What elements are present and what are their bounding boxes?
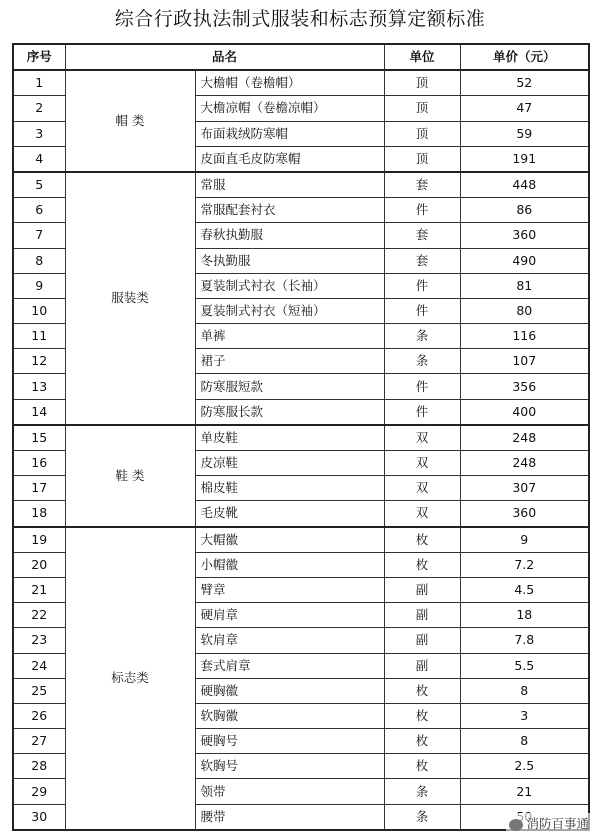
cell-no: 11 (13, 324, 65, 349)
cell-no: 24 (13, 653, 65, 678)
table-header-row (13, 44, 589, 70)
cell-unit: 枚 (384, 729, 460, 754)
cell-no: 6 (13, 198, 65, 223)
cell-price: 59 (460, 121, 589, 146)
cell-price: 7.2 (460, 552, 589, 577)
cell-no: 14 (13, 399, 65, 425)
cell-price: 21 (460, 779, 589, 804)
cell-unit: 副 (384, 577, 460, 602)
cell-unit: 条 (384, 779, 460, 804)
cell-price: 107 (460, 349, 589, 374)
cell-name: 软胸徽 (195, 703, 384, 728)
cell-unit: 件 (384, 298, 460, 323)
cell-unit: 顶 (384, 146, 460, 172)
header-name: 品名 (65, 44, 384, 70)
cell-price: 18 (460, 603, 589, 628)
cell-category: 标志类 (65, 527, 195, 830)
cell-unit: 件 (384, 374, 460, 399)
cell-price: 490 (460, 248, 589, 273)
cell-unit: 枚 (384, 754, 460, 779)
cell-unit: 件 (384, 198, 460, 223)
cell-no: 4 (13, 146, 65, 172)
cell-unit: 条 (384, 804, 460, 830)
cell-no: 13 (13, 374, 65, 399)
cell-price: 4.5 (460, 577, 589, 602)
cell-price: 248 (460, 425, 589, 451)
table-row (13, 527, 589, 553)
cell-unit: 枚 (384, 678, 460, 703)
cell-name: 常服 (195, 172, 384, 198)
cell-no: 30 (13, 804, 65, 830)
cell-name: 套式肩章 (195, 653, 384, 678)
header-price: 单价（元） (460, 44, 589, 70)
cell-unit: 枚 (384, 552, 460, 577)
cell-no: 29 (13, 779, 65, 804)
cell-price: 5.5 (460, 653, 589, 678)
cell-unit: 双 (384, 501, 460, 527)
cell-price: 448 (460, 172, 589, 198)
cell-unit: 套 (384, 248, 460, 273)
cell-price: 86 (460, 198, 589, 223)
cell-price: 360 (460, 501, 589, 527)
cell-name: 臂章 (195, 577, 384, 602)
cell-name: 皮凉鞋 (195, 451, 384, 476)
cell-unit: 件 (384, 399, 460, 425)
cell-price: 3 (460, 703, 589, 728)
header-unit: 单位 (384, 44, 460, 70)
cell-unit: 顶 (384, 96, 460, 121)
cell-price: 400 (460, 399, 589, 425)
cell-no: 10 (13, 298, 65, 323)
cell-unit: 条 (384, 349, 460, 374)
cell-price: 9 (460, 527, 589, 553)
cell-unit: 双 (384, 476, 460, 501)
cell-no: 2 (13, 96, 65, 121)
cell-name: 春秋执勤服 (195, 223, 384, 248)
cell-name: 常服配套衬衣 (195, 198, 384, 223)
cell-no: 5 (13, 172, 65, 198)
cell-no: 27 (13, 729, 65, 754)
watermark-text: 消防百事通 (526, 816, 589, 831)
cell-price: 191 (460, 146, 589, 172)
cell-name: 布面栽绒防寒帽 (195, 121, 384, 146)
cell-category: 帽 类 (65, 70, 195, 172)
watermark (506, 813, 592, 833)
cell-unit: 套 (384, 172, 460, 198)
cell-category: 服装类 (65, 172, 195, 425)
cell-no: 15 (13, 425, 65, 451)
cell-price: 8 (460, 729, 589, 754)
cell-price: 80 (460, 298, 589, 323)
cell-name: 腰带 (195, 804, 384, 830)
cell-name: 大帽徽 (195, 527, 384, 553)
cell-name: 软胸号 (195, 754, 384, 779)
cell-name: 冬执勤服 (195, 248, 384, 273)
cell-unit: 套 (384, 223, 460, 248)
wechat-icon (509, 819, 523, 831)
cell-unit: 双 (384, 425, 460, 451)
cell-price: 81 (460, 273, 589, 298)
cell-name: 毛皮靴 (195, 501, 384, 527)
cell-price: 248 (460, 451, 589, 476)
cell-no: 16 (13, 451, 65, 476)
cell-name: 单裤 (195, 324, 384, 349)
cell-no: 7 (13, 223, 65, 248)
table-row (13, 172, 589, 198)
table-row (13, 425, 589, 451)
cell-name: 夏装制式衬衣（长袖） (195, 273, 384, 298)
cell-price: 307 (460, 476, 589, 501)
cell-name: 防寒服短款 (195, 374, 384, 399)
cell-price: 2.5 (460, 754, 589, 779)
cell-unit: 副 (384, 603, 460, 628)
cell-unit: 顶 (384, 121, 460, 146)
cell-no: 25 (13, 678, 65, 703)
table-body (13, 70, 589, 830)
price-table (12, 43, 590, 831)
cell-price: 7.8 (460, 628, 589, 653)
cell-unit: 副 (384, 653, 460, 678)
cell-no: 18 (13, 501, 65, 527)
cell-price: 8 (460, 678, 589, 703)
cell-name: 夏装制式衬衣（短袖） (195, 298, 384, 323)
cell-no: 28 (13, 754, 65, 779)
cell-no: 3 (13, 121, 65, 146)
cell-no: 1 (13, 70, 65, 96)
cell-name: 皮面直毛皮防寒帽 (195, 146, 384, 172)
cell-price: 116 (460, 324, 589, 349)
cell-unit: 枚 (384, 527, 460, 553)
cell-name: 裙子 (195, 349, 384, 374)
cell-name: 小帽徽 (195, 552, 384, 577)
cell-name: 软肩章 (195, 628, 384, 653)
cell-unit: 顶 (384, 70, 460, 96)
header-no: 序号 (13, 44, 65, 70)
cell-no: 26 (13, 703, 65, 728)
cell-no: 8 (13, 248, 65, 273)
cell-name: 硬胸徽 (195, 678, 384, 703)
cell-price: 356 (460, 374, 589, 399)
cell-unit: 条 (384, 324, 460, 349)
cell-unit: 双 (384, 451, 460, 476)
cell-name: 防寒服长款 (195, 399, 384, 425)
cell-no: 12 (13, 349, 65, 374)
cell-unit: 副 (384, 628, 460, 653)
cell-unit: 枚 (384, 703, 460, 728)
cell-name: 单皮鞋 (195, 425, 384, 451)
cell-no: 22 (13, 603, 65, 628)
cell-no: 20 (13, 552, 65, 577)
page-title: 综合行政执法制式服装和标志预算定额标准 (114, 8, 486, 30)
cell-name: 棉皮鞋 (195, 476, 384, 501)
cell-no: 23 (13, 628, 65, 653)
cell-price: 47 (460, 96, 589, 121)
cell-category: 鞋 类 (65, 425, 195, 527)
cell-price: 360 (460, 223, 589, 248)
cell-name: 大檐凉帽（卷檐凉帽） (195, 96, 384, 121)
cell-no: 9 (13, 273, 65, 298)
cell-name: 硬胸号 (195, 729, 384, 754)
table-row (13, 70, 589, 96)
cell-no: 17 (13, 476, 65, 501)
cell-no: 21 (13, 577, 65, 602)
cell-price: 52 (460, 70, 589, 96)
cell-name: 硬肩章 (195, 603, 384, 628)
cell-no: 19 (13, 527, 65, 553)
cell-name: 大檐帽（卷檐帽） (195, 70, 384, 96)
cell-name: 领带 (195, 779, 384, 804)
cell-unit: 件 (384, 273, 460, 298)
